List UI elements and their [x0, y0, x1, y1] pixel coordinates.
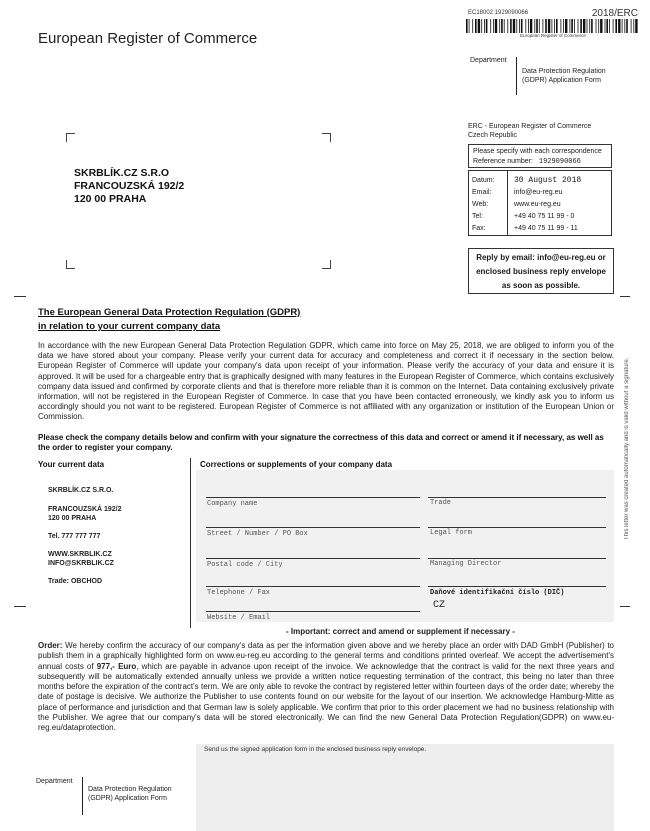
company-name-field[interactable]: Company name: [207, 500, 258, 508]
contact-key: Tel:: [472, 213, 483, 220]
field-line: [428, 558, 606, 559]
fold-mark: [620, 606, 630, 607]
footer-department-box: [82, 777, 172, 815]
reference-note: Please specify with each correspondence: [473, 148, 602, 155]
contact-key: Web:: [472, 201, 489, 208]
department-box: [516, 57, 606, 95]
intro-paragraph: In accordance with the new European General Data Protection Regulation GDPR, which came into force on May 25, 2018, we are obliged to inform you of the data we have stored about your company. Please verify your current data for accuracy and completeness and correct it if necessary in the section below. European Register of Commerce will update your company's data upon receipt of your information. Please verify the accuracy of your data and ensure it is approved. It will be used for a chargeable entry that is graphically designed with many features in the European Register of Commerce, which contains exclusively company data issued and confirmed by corporate clients and that is therefore more reliable than it is common on the Internet. Data containing exclusively private information, will not be registered in the European Register of Commerce. In case that you have been contacted erroneously, we kindly ask you to inform us accordingly should you not want to be registered. European Register of Commerce is not affiliated with any organization or institution of the European Union or Commission.: [38, 341, 614, 422]
reference-box: [468, 144, 612, 168]
order-text: We hereby confirm the accuracy of our company's data as per the information given above and we hereby place an order with DAD GmbH (Publisher) to publish them in a graphically highlighted form on www.eu-reg.eu according to the general terms and conditions printed overleaf. We accept the advertisement's annual costs of: [38, 641, 614, 671]
corrections-heading: Corrections or supplements of your company data: [200, 460, 393, 469]
page-title: [38, 306, 300, 334]
current-tel: Tel. 777 777 777: [48, 533, 101, 540]
title-line: The European General Data Protection Regulation (GDPR): [38, 307, 301, 318]
footer-department-line: (GDPR) Application Form: [88, 795, 167, 802]
important-note: - Important: correct and amend or supplement if necessary -: [286, 627, 515, 636]
contact-value: 30 August 2018: [514, 176, 582, 185]
country-code: CZ: [433, 600, 446, 611]
field-line: [428, 527, 606, 528]
recipient-line: FRANCOUZSKÁ 192/2: [74, 180, 185, 192]
department-line: Data Protection Regulation: [522, 68, 606, 75]
reference-code: 2018/ERC: [591, 8, 638, 19]
current-data-heading: Your current data: [38, 460, 105, 469]
footer-department-line: Data Protection Regulation: [88, 786, 172, 793]
reference-number: 1929090066: [538, 158, 581, 166]
erc-line: ERC - European Register of Commerce: [468, 123, 592, 130]
fold-mark: [14, 296, 26, 297]
barcode-caption: European Register of Commerce: [520, 33, 586, 38]
order-text: , which are payable in advance upon receipt of the invoice. We acknowledge that the contract is valid for the next three years and subsequently will be automatically extended annually unless we provide a written notice requesting termination of the contract, this being no later than three months before the expiration of the contract's term. We are only able to revoke the contract by registered letter within fourteen days of the order date; whereby the date of postage is decisive. We authorize the Publisher to use contents found on our website for the layout of our insertion. We acknowledge Hamburg-Mitte as place of performance and jurisdiction and that German law is solely applicable. We confirm that prior to this order placement we had no business relationship with the Publisher. We agree that our company's data will be stored electronically. We can find the new General Data Protection Regulation(GDPR) on www.eu-reg.eu/dataprotection.: [38, 661, 614, 733]
fold-mark: [620, 296, 630, 297]
web-email-field[interactable]: Website / Email: [207, 614, 271, 622]
corner-mark: [322, 260, 331, 269]
send-note: Send us the signed application form in the enclosed business reply envelope.: [204, 746, 427, 753]
dic-field[interactable]: Daňové identifikační číslo (DIČ): [430, 589, 565, 597]
recipient-address: [74, 167, 184, 206]
brand-title: European Register of Commerce: [38, 30, 258, 47]
corner-mark: [66, 260, 75, 269]
current-street: FRANCOUZSKÁ 192/2: [48, 506, 122, 513]
contact-value: info@eu-reg.eu: [514, 189, 563, 196]
current-trade: Trade: OBCHOD: [48, 578, 103, 585]
street-field[interactable]: Street / Number / PO Box: [207, 530, 308, 538]
erc-address: [468, 122, 591, 140]
contact-key: Datum:: [472, 177, 495, 184]
reply-line: Reply by email: info@eu-reg.eu or: [476, 253, 606, 262]
legal-form-field[interactable]: Legal form: [430, 529, 473, 537]
reference-line: [468, 8, 638, 19]
recipient-line: 120 00 PRAHA: [74, 193, 147, 205]
side-note: This letter was created automatically and is valid without a signature.: [624, 357, 630, 540]
field-line: [206, 497, 420, 498]
order-paragraph: [38, 641, 614, 734]
barcode: [466, 19, 638, 33]
signature-panel[interactable]: [196, 744, 614, 831]
contact-box: [468, 170, 612, 236]
erc-line: Czech Republic: [468, 132, 518, 139]
field-line: [206, 558, 420, 559]
reply-box: [468, 248, 614, 294]
current-name: SKRBLÍK.CZ S.R.O.: [48, 487, 114, 494]
reference-label: Reference number:: [473, 158, 533, 165]
contact-key: Fax:: [472, 225, 486, 232]
contact-key: Email:: [472, 189, 492, 196]
current-city: 120 00 PRAHA: [48, 515, 97, 522]
fold-mark: [14, 606, 26, 607]
field-line: [206, 527, 420, 528]
department-line: (GDPR) Application Form: [522, 77, 601, 84]
section-divider: [190, 458, 191, 628]
order-cost: 977,- Euro: [96, 661, 137, 671]
check-instruction: Please check the company details below and confirm with your signature the correctness of this data and correct or amend it if necessary, as well as the order to register your company.: [38, 433, 604, 452]
postal-field[interactable]: Postal code / City: [207, 561, 283, 569]
contact-value: +49 40 75 11 99 - 11: [514, 225, 578, 232]
department-label: Department: [470, 57, 507, 64]
footer-department-label: Department: [36, 778, 73, 785]
field-line: [428, 586, 606, 587]
phone-fax-field[interactable]: Telephone / Fax: [207, 589, 271, 597]
title-line: in relation to your current company data: [38, 321, 221, 332]
managing-director-field[interactable]: Managing Director: [430, 560, 502, 568]
contact-value: www.eu-reg.eu: [514, 201, 561, 208]
field-line: [206, 611, 420, 612]
current-email: INFO@SKRBLIK.CZ: [48, 560, 114, 567]
contact-value: +49 40 75 11 99 - 0: [514, 213, 575, 220]
recipient-line: SKRBLÍK.CZ S.R.O: [74, 167, 170, 179]
reference-small: EC18002 1929090066: [468, 10, 529, 16]
corner-mark: [322, 133, 331, 142]
reply-line: enclosed business reply envelope: [476, 267, 606, 276]
field-line: [206, 586, 420, 587]
field-line: [428, 497, 606, 498]
trade-field[interactable]: Trade: [430, 499, 452, 507]
corner-mark: [66, 133, 75, 142]
reply-line: as soon as possible.: [501, 281, 581, 290]
current-web: WWW.SKRBLIK.CZ: [48, 551, 112, 558]
order-label: Order:: [38, 641, 63, 650]
corrections-panel: [196, 470, 614, 622]
